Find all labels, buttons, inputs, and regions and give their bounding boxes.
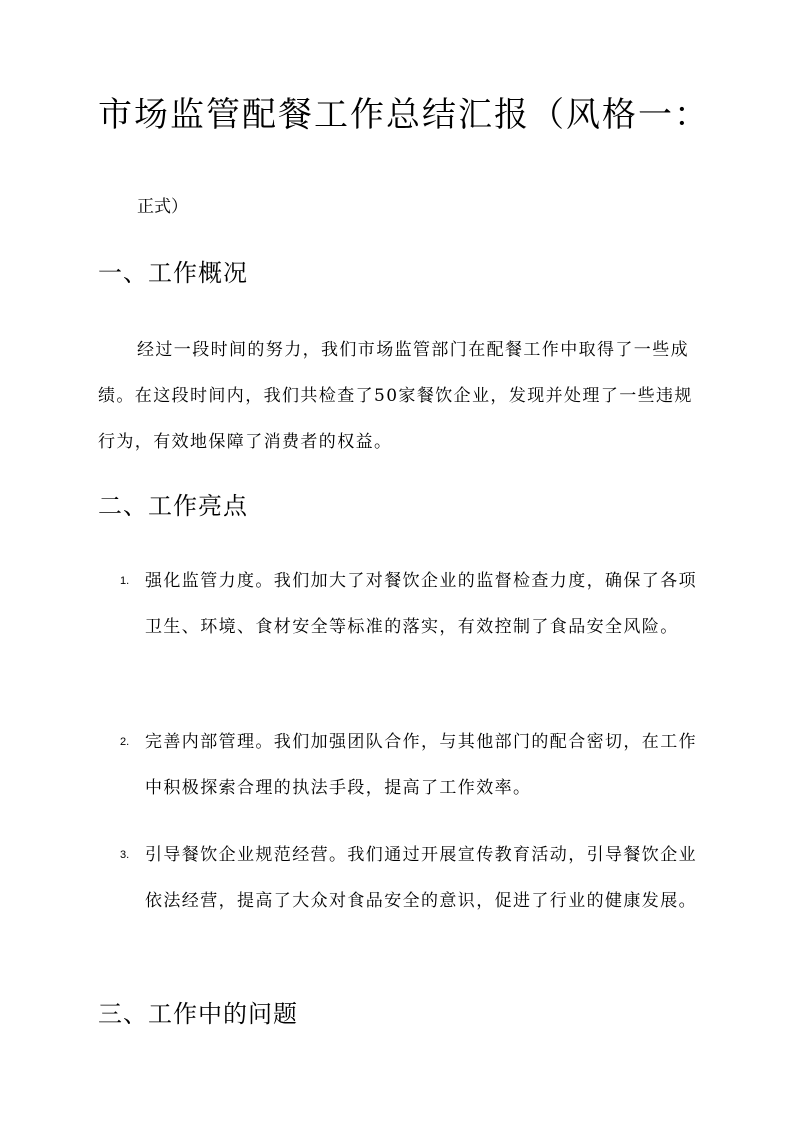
document-subtitle: 正式）	[137, 197, 188, 217]
list-item-number: 3.	[120, 849, 130, 861]
list-item-number: 2.	[120, 736, 130, 748]
list-item-text: 完善内部管理。我们加强团队合作，与其他部门的配合密切，在工作中积极探索合理的执法手段，提高了工作效率。	[145, 732, 697, 798]
overview-paragraph: 经过一段时间的努力，我们市场监管部门在配餐工作中取得了一些成绩。在这段时间内，我们共检查了50家餐饮企业，发现并处理了一些违规行为，有效地保障了消费者的权益。	[98, 340, 693, 452]
list-item	[120, 558, 700, 650]
list-item	[120, 719, 700, 811]
section-heading-problems: 三、工作中的问题	[98, 1000, 298, 1028]
section-heading-overview: 一、工作概况	[98, 259, 248, 287]
list-item-number: 1.	[120, 575, 130, 587]
section-heading-highlights: 二、工作亮点	[98, 492, 248, 520]
list-item-text: 引导餐饮企业规范经营。我们通过开展宣传教育活动，引导餐饮企业依法经营，提高了大众对食品安全的意识，促进了行业的健康发展。	[145, 845, 697, 911]
list-item-text: 强化监管力度。我们加大了对餐饮企业的监督检查力度，确保了各项卫生、环境、食材安全等标准的落实，有效控制了食品安全风险。	[145, 571, 697, 637]
list-item	[120, 832, 700, 924]
document-title: 市场监管配餐工作总结汇报（风格一：	[98, 95, 710, 135]
